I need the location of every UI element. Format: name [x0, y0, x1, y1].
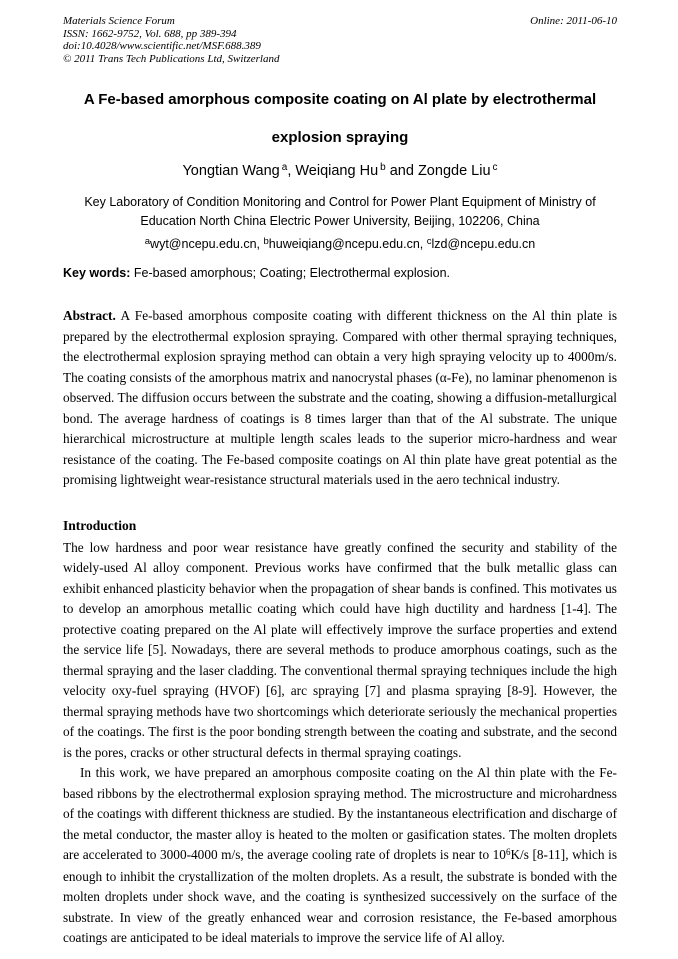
author-3-name: Zongde Liu: [417, 163, 491, 180]
journal-name: Materials Science Forum: [63, 15, 175, 27]
email-c-mark: c: [426, 236, 432, 248]
affiliation: [63, 193, 617, 230]
doi-line: doi:10.4028/www.scientific.net/MSF.688.389: [63, 40, 261, 53]
abstract: [63, 306, 617, 491]
paper-title-line-2: explosion spraying: [271, 129, 409, 147]
keywords-label: Key words:: [63, 266, 131, 281]
publication-meta: [63, 15, 279, 65]
paper-title: [63, 91, 617, 146]
author-emails: [63, 237, 617, 251]
email-b-mark: b: [263, 236, 269, 248]
email-a-mark: a: [144, 236, 151, 248]
author-separator-2: and: [385, 163, 418, 180]
email-b-address: huweiqiang@ncepu.edu.cn,: [268, 237, 427, 252]
section-heading-introduction: Introduction: [63, 517, 137, 533]
introduction-paragraph-2-text-b: K/s [8-11], which is enough to inhibit the crystallization of the molten droplets. As a result, the substrate is bonded with the molten droplets under shock wave, and the coating is synthesized successively on the surface of the substrate. In view of the greatly enhanced wear and corrosion resistance, the Fe-based amorphous coatings are anticipated to be ideal materials to improve the service life of Al alloy.: [63, 847, 617, 946]
author-3-affiliation-mark: c: [492, 162, 498, 174]
author-1-name: Yongtian Wang: [182, 163, 280, 180]
online-date: Online: 2011-06-10: [530, 15, 617, 27]
keywords-text: Fe-based amorphous; Coating; Electrothermal explosion.: [130, 266, 451, 281]
page-content: [63, 0, 617, 949]
email-c-address: lzd@ncepu.edu.cn: [431, 237, 536, 252]
author-2-name: Weiqiang Hu: [295, 163, 379, 180]
issn-volume-pages: ISSN: 1662-9752, Vol. 688, pp 389-394: [63, 27, 237, 40]
copyright-line: © 2011 Trans Tech Publications Ltd, Switzerland: [63, 52, 280, 65]
paper-title-line-1: A Fe-based amorphous composite coating on Al plate by electrothermal: [83, 91, 597, 109]
introduction-paragraph-2: [63, 763, 617, 949]
affiliation-line-2: Education North China Electric Power University, Beijing, 102206, China: [140, 213, 540, 228]
introduction-paragraph-2-text-a: In this work, we have prepared an amorphous composite coating on the Al thin plate with the Fe-based ribbons by the electrothermal explosion spraying method. The microstructure and microhardness of the coatings with different thickness are studied. By the instantaneous electrification and discharge of the metal conductor, the master alloy is heated to the molten or gasification states. The molten droplets are accelerated to 3000-4000 m/s, the average cooling rate of droplets is near to 10: [63, 765, 617, 863]
authors-line: [63, 163, 617, 179]
abstract-text: A Fe-based amorphous composite coating with different thickness on the Al thin plate is prepared by the electrothermal explosion spraying. Compared with other thermal spraying techniques, the electrothermal explosion spraying method can obtain a very high spraying velocity up to 4000m/s. The coating consists of the amorphous matrix and nanocrystal phases (α-Fe), no laminar phenomenon is observed. The diffusion occurs between the substrate and the coating, showing a diffusion-metallurgical bond. The average hardness of coatings is 8 times larger than that of the Al substrate. The unique hierarchical microstructure at multiple length scales leads to the superior micro-hardness and wear resistance of the coating. The Fe-based composite coatings on Al thin plate have great potential as the promising lightweight wear-resistance structural materials used in the aero technical industry.: [63, 308, 617, 488]
affiliation-line-1: Key Laboratory of Condition Monitoring and Control for Power Plant Equipment of Ministry of: [84, 195, 596, 210]
author-1-affiliation-mark: a: [281, 162, 288, 174]
author-separator-1: ,: [287, 163, 296, 180]
exponent-superscript: 6: [505, 847, 511, 858]
publication-header: [63, 15, 617, 65]
author-2-affiliation-mark: b: [380, 162, 386, 174]
introduction-paragraph-1: The low hardness and poor wear resistance have greatly confined the security and stability of the widely-used Al alloy component. Previous works have confirmed that the bulk metallic glass can exhibit enhanced plasticity behavior when the propagation of shear bands is confined. This motivates us to develop an amorphous metallic coating which could have high ductility and hardness [1-4]. The protective coating prepared on the Al plate will effectively improve the surface properties and extend the service life [5]. Nowadays, there are several methods to produce amorphous coatings, such as the thermal spraying and the laser cladding. The conventional thermal spraying techniques include the high velocity oxy-fuel spraying (HVOF) [6], arc spraying [7] and plasma spraying [8-9]. However, the thermal spraying methods have two shortcomings which deteriorate seriously the mechanical properties of the coatings. The first is the poor bonding strength between the coating and substrate, and the second is the pores, cracks or other structural defects in thermal spraying coatings.: [63, 539, 617, 760]
email-a-address: wyt@ncepu.edu.cn,: [150, 237, 264, 252]
keywords-line: [63, 266, 617, 280]
abstract-label: Abstract.: [63, 308, 116, 324]
